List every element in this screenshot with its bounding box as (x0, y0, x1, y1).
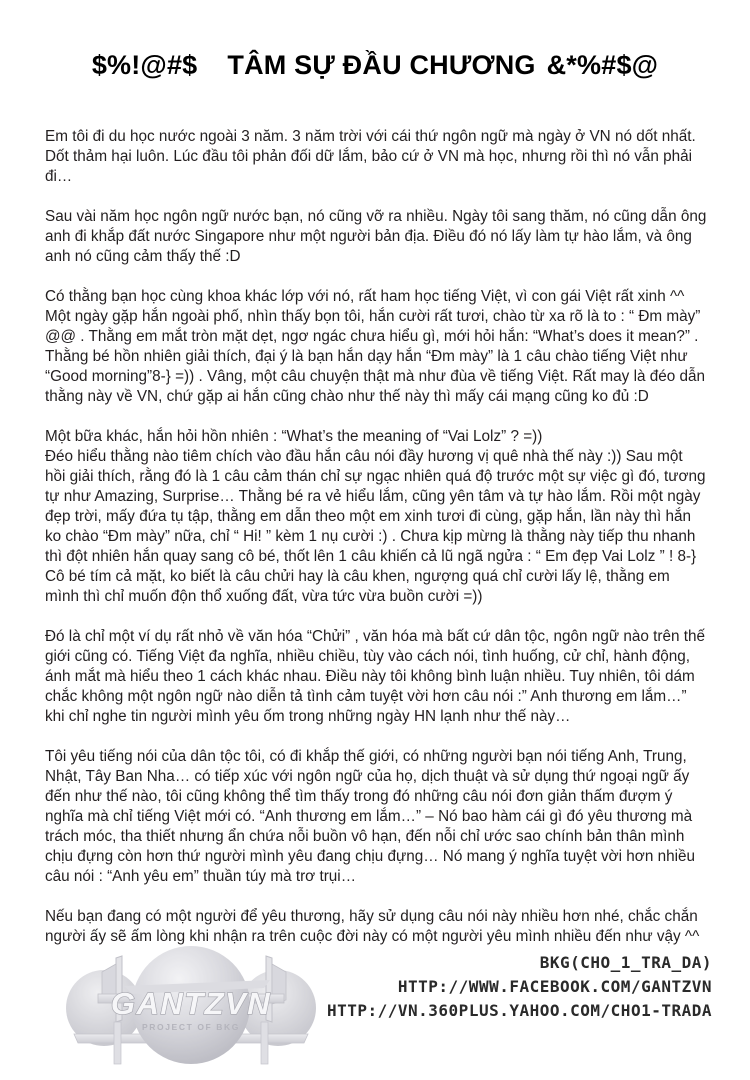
paragraph: Em tôi đi du học nước ngoài 3 năm. 3 năm trời với cái thứ ngôn ngữ mà ngày ở VN nó dốt nhất. Dốt thảm hại luôn. Lúc đầu tôi phản đối dữ lắm, bảo cứ ở VN mà học, nhưng rồi thì nó vẫn phải đi… (45, 128, 696, 185)
page-title (0, 50, 750, 81)
paragraph: Có thằng bạn học cùng khoa khác lớp với nó, rất ham học tiếng Việt, vì con gái Việt rất xinh ^^ Một ngày gặp hắn ngoài phố, nhìn thấy bọn tôi, hắn cười rất tươi, chào từ xa rõ là to : “ Đm mày” @@ . Thằng em mắt tròn mặt dẹt, ngơ ngác chưa hiểu gì, mới hỏi hắn: “What’s does it mean?” . Thằng bé hồn nhiên giải thích, đại ý là bạn hắn dạy hắn “Đm mày” là 1 câu chào tiếng Việt như “Good morning”8-} =)) . Vâng, một câu chuyện thật mà như đùa về tiếng Việt. Rất may là đéo dẫn thằng này về VN, chứ gặp ai hắn cũng chào như thế này thì mấy cái mạng cũng ko đủ :D (45, 288, 706, 405)
logo-name: GANTZVN (110, 986, 272, 1021)
title-main: TÂM SỰ ĐẦU CHƯƠNG (227, 50, 536, 80)
credit-line: HTTP://WWW.FACEBOOK.COM/GANTZVN (397, 977, 712, 996)
gantzvn-logo (58, 942, 324, 1074)
paragraph: Nếu bạn đang có một người để yêu thương, hãy sử dụng câu nói này nhiều hơn nhé, chắc chắn người ấy sẽ ấm lòng khi nhận ra trên cuộc đời này có một người yêu mình nhiều đến như vậy ^^ (45, 908, 700, 945)
credits (327, 951, 712, 1023)
paragraph: Một bữa khác, hắn hỏi hồn nhiên : “What’s the meaning of “Vai Lolz” ? =)) Đéo hiểu thằng nào tiêm chích vào đầu hắn câu nói đầy hương vị quê nhà thế này :)) Sau một hồi giải thích, rằng đó là 1 câu cảm thán chỉ sự ngạc nhiên quá độ trước một sự việc gì đó, tương tự như Amazing, Surprise… Thằng bé ra vẻ hiểu lắm, cũng yên tâm và tự hào lắm. Rồi một ngày đẹp trời, mấy đứa tụ tập, thằng em dẫn theo một em xinh tươi đi cùng, gặp hắn, lần này thì hắn ko chào “Đm mày” nữa, chỉ “ Hi! ” kèm 1 nụ cười :) . Chưa kịp mừng là thằng này tiếp thu nhanh thì đột nhiên hắn quay sang cô bé, thốt lên 1 câu khiến cả lũ ngã ngửa : “ Em đẹp Vai Lolz ” ! 8-} Cô bé tím cả mặt, ko biết là câu chửi hay là câu khen, ngượng quá chỉ cười lấy lệ, thằng em mình thì chỉ muốn độn thổ xuống đất, vừa tức vừa buồn cười =)) (45, 428, 706, 605)
credit-line: BKG(CHO_1_TRA_DA) (539, 953, 712, 972)
paragraph: Tôi yêu tiếng nói của dân tộc tôi, có đi khắp thế giới, có những người bạn nói tiếng Anh, Trung, Nhật, Tây Ban Nha… có tiếp xúc với ngôn ngữ của họ, dịch thuật và sử dụng thứ ngoại ngữ ấy đến như thế nào, tôi cũng không thể tìm thấy trong đó những câu nói đơn giản thấm đượm ý nghĩa mà chỉ tiếng Việt mới có. “Anh thương em lắm…” – Nó bao hàm cái gì đó yêu thương mà trách móc, tha thiết nhưng ẩn chứa nỗi buồn vô hạn, đến nỗi chỉ ước sao chính bản thân mình chịu đựng còn hơn thứ người mình yêu đang chịu đựng… Nó mang ý nghĩa tuyệt vời hơn nhiều câu nói : “Anh yêu em” thuần túy mà trơ trụi… (45, 748, 695, 885)
logo-right-leg (261, 1022, 268, 1064)
logo-left-leg (114, 1022, 121, 1064)
title-decoration-left: $%!@#$ (91, 50, 198, 80)
gantz-ball-logo-graphic (58, 942, 324, 1074)
paragraph: Đó là chỉ một ví dụ rất nhỏ về văn hóa “Chửi” , văn hóa mà bất cứ dân tộc, ngôn ngữ nào trên thế giới cũng có. Tiếng Việt đa nghĩa, nhiều chiều, tùy vào cách nói, tình huống, cử chỉ, hành động, ánh mắt mà hiểu theo 1 cách khác nhau. Điều này tôi không bình luận nhiều. Tuy nhiên, tôi dám chắc không một ngôn ngữ nào diễn tả tình cảm tuyệt vời hơn câu nói :” Anh thương em lắm…” khi chỉ nghe tin người mình yêu ốm trong những ngày HN lạnh như thế này… (45, 628, 705, 725)
paragraphs (45, 127, 707, 967)
title-decoration-right: &*%#$@ (546, 50, 659, 80)
paragraph: Sau vài năm học ngôn ngữ nước bạn, nó cũng vỡ ra nhiều. Ngày tôi sang thăm, nó cũng dẫn ông anh đi khắp đất nước Singapore như một người bản địa. Điều đó nó lấy làm tự hào lắm, và ông anh nó cũng cảm thấy thế :D (45, 208, 707, 265)
logo-subtitle: PROJECT OF BKG (142, 1022, 240, 1032)
credit-line: HTTP://VN.360PLUS.YAHOO.COM/CHO1-TRADA (326, 1001, 712, 1020)
